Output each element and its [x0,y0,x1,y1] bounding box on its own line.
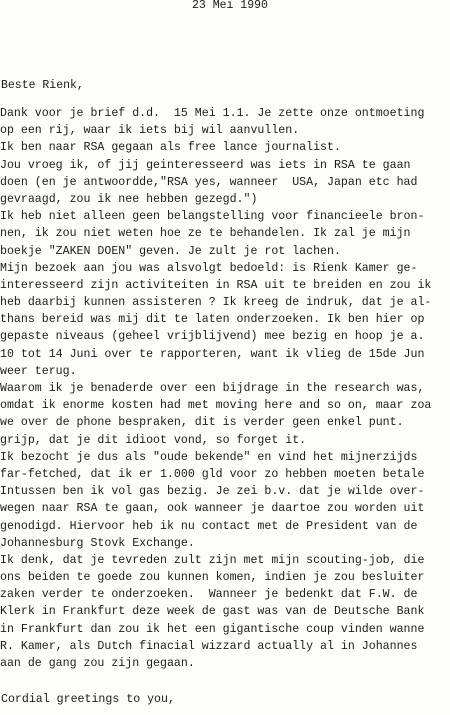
letter-line: heb daarbij kunnen assisteren ? Ik kreeg de indruk, dat je al- [0,296,432,310]
letter-line: we over de phone bespraken, dit is verder geen enkel punt. [0,416,404,430]
letter-line: Ik ben naar RSA gegaan als free lance journalist. [0,141,341,155]
letter-line: Intussen ben ik vol gas bezig. Je zei b.v. dat je wilde over- [0,485,425,499]
letter-line: genodigd. Hiervoor heb ik nu contact met de President van de [0,519,418,533]
letter-line: Ik denk, dat je tevreden zult zijn met mijn scouting-job, die [0,553,425,567]
letter-line: wegen naar RSA te gaan, ook wanneer je daartoe zou worden uit [0,502,425,516]
letter-line: gevraagd, zou ik nee hebben gezegd.") [0,192,258,206]
letter-date: 23 Mei 1990 [192,0,268,12]
letter-line: Ik bezocht je dus als "oude bekende" en vind het mijnerzijds [0,450,418,464]
letter-line: in Frankfurt dan zou ik het een gigantische coup vinden wanne [0,622,425,636]
letter-closing: Cordial greetings to you, [1,693,175,706]
letter-line: gepaste niveaus (geheel vrijblijvend) mee bezig en hoop je a. [0,330,425,344]
letter-line: weer terug. [0,364,77,378]
letter-line: omdat ik enorme kosten had met moving here and so on, maar zoa [0,399,432,413]
letter-line: ons beiden te goede zou kunnen komen, indien je zou besluiter [0,571,425,585]
letter-line: interesseerd zijn activiteiten in RSA uit te breiden en zou ik [0,278,432,292]
letter-line: op een rij, waar ik iets bij wil aanvullen. [0,124,300,138]
letter-line: boekje "ZAKEN DOEN" geven. Je zult je rot lachen. [0,244,341,258]
letter-line: 10 tot 14 Juni over te rapporteren, want ik vlieg de 15de Jun [0,347,425,361]
letter-line: aan de gang zou zijn gegaan. [0,657,195,670]
letter-line: Ik heb niet alleen geen belangstelling voor financieele bron- [0,210,425,224]
letter-line: R. Kamer, als Dutch finacial wizzard actually al in Johannes [0,639,418,653]
letter-line: grijp, dat je dit idioot vond, so forget it. [0,433,307,447]
letter-body [0,105,450,672]
letter-line: doen (en je antwoordde,"RSA yes, wanneer USA, Japan etc had [0,175,418,189]
letter-line: Waarom ik je benaderde over een bijdrage in the research was, [0,382,425,395]
letter-line: Jou vroeg ik, of jij geinteresseerd was iets in RSA te gaan [0,158,411,172]
letter-line: Klerk in Frankfurt deze week de gast was van de Deutsche Bank [0,605,425,619]
letter-salutation: Beste Rienk, [1,79,84,92]
letter-line: nen, ik zou niet weten hoe ze te behandelen. Ik zal je mijn [0,227,411,241]
letter-line: Dank voor je brief d.d. 15 Mei 1.1. Je zette onze ontmoeting [0,107,425,120]
letter-line: far-fetched, dat ik er 1.000 gld voor zo hebben moeten betale [0,467,425,481]
letter-line: Johannesburg Stovk Exchange. [0,536,195,550]
letter-line: zaken verder te onderzoeken. Wanneer je bedenkt dat F.W. de [0,588,418,602]
letter-line: Mijn bezoek aan jou was alsvolgt bedoeld: is Rienk Kamer ge- [0,261,418,275]
letter-line: thans bereid was mij dit te laten onderzoeken. Ik ben hier op [0,313,425,327]
